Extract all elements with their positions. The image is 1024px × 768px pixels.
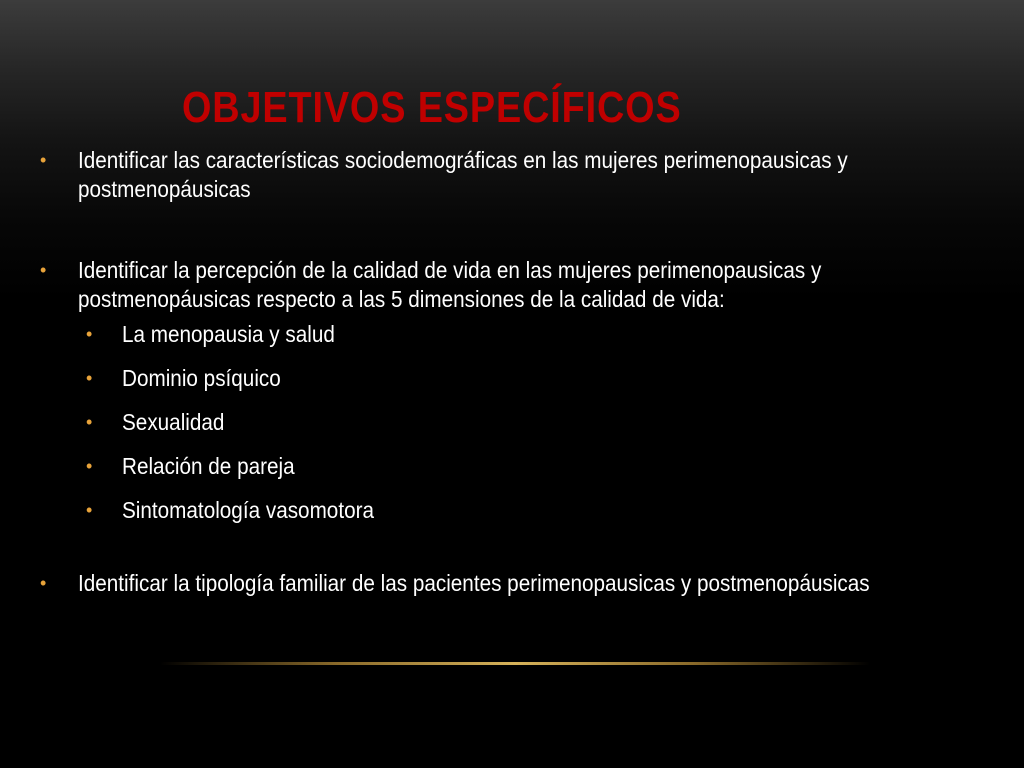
sub-bullet-item [78,452,990,481]
sub-bullet-text: Dominio psíquico [122,365,281,391]
sub-bullet-item [78,408,990,437]
bullet-icon: • [86,500,93,520]
sub-bullet-item [78,496,990,525]
sub-bullet-text: Sintomatología vasomotora [122,497,374,523]
dimension-list [78,320,990,525]
gold-divider-line [160,662,870,665]
bullet-icon: • [86,324,93,344]
bullet-icon: • [86,412,93,432]
sub-bullet-item [78,364,990,393]
sub-bullet-item [78,320,990,349]
bullet-list [40,146,990,598]
bullet-text: Identificar la percepción de la calidad de vida en las mujeres perimenopausicas y postmenopáusicas respecto a las 5 dimensiones de la calidad de vida: [78,257,822,312]
bullet-icon: • [40,260,47,280]
sub-bullet-text: Sexualidad [122,409,225,435]
bullet-text: Identificar la tipología familiar de las pacientes perimenopausicas y postmenopáusicas [78,570,870,596]
slide-title: OBJETIVOS ESPECÍFICOS [182,83,682,132]
bullet-icon: • [40,150,47,170]
bullet-icon: • [40,573,47,593]
bullet-icon: • [86,456,93,476]
bullet-icon: • [86,368,93,388]
bullet-item-quality-of-life [40,256,990,525]
sub-bullet-text: La menopausia y salud [122,321,335,347]
bullet-item-sociodemographic [40,146,990,204]
bullet-item-family-typology [40,569,990,598]
sub-bullet-text: Relación de pareja [122,453,295,479]
bullet-text: Identificar las características sociodemográficas en las mujeres perimenopausicas y postmenopáusicas [78,147,848,202]
